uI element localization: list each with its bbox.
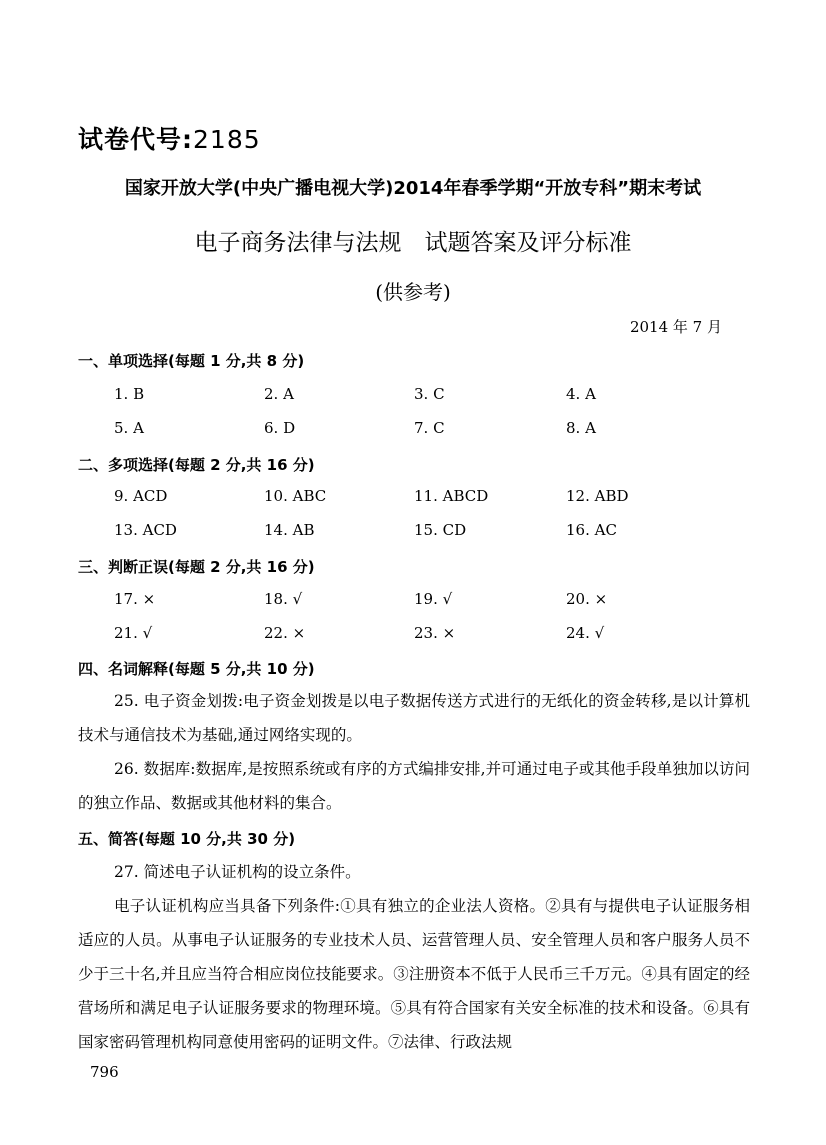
answer-item: 8. A [566,419,596,437]
answer-item: 19. √ [414,590,453,608]
answer-item: 21. √ [114,624,153,642]
term-answer-26: 26. 数据库:数据库,是按照系统或有序的方式编排安排,并可通过电子或其他手段单独加以访问的独立作品、数据或其他材料的集合。 [78,760,750,812]
paper-code [78,120,261,156]
answer-item: 1. B [114,385,145,403]
answer-item: 15. CD [414,521,467,539]
page-number: 796 [90,1063,119,1081]
answer-item: 22. × [264,624,306,642]
answer-item: 18. √ [264,590,303,608]
short-question-27: 27. 简述电子认证机构的设立条件。 [114,863,361,881]
short-answer-27: 电子认证机构应当具备下列条件:①具有独立的企业法人资格。②具有与提供电子认证服务相适应的人员。从事电子认证服务的专业技术人员、运营管理人员、安全管理人员和客户服务人员不少于三十名,并且应当符合相应岗位技能要求。③注册资本不低于人民币三千万元。④具有固定的经营场所和满足电子认证服务要求的物理环境。⑤具有符合国家有关安全标准的技术和设备。⑥具有国家密码管理机构同意使用密码的证明文件。⑦法律、行政法规 [78,897,750,1051]
answer-item: 4. A [566,385,596,403]
paper-code-separator: : [182,125,194,154]
answer-item: 23. × [414,624,456,642]
section-heading-multiple-choice: 二、多项选择(每题 2 分,共 16 分) [78,456,315,474]
answer-item: 24. √ [566,624,605,642]
answer-item: 16. AC [566,521,617,539]
reference-note: (供参考) [375,280,451,304]
exam-date: 2014 年 7 月 [629,318,722,336]
exam-title: 国家开放大学(中央广播电视大学)2014年春季学期“开放专科”期末考试 [124,178,702,199]
answer-item: 13. ACD [114,521,177,539]
section-heading-single-choice: 一、单项选择(每题 1 分,共 8 分) [78,352,305,370]
answer-item: 11. ABCD [414,487,489,505]
answer-item: 7. C [414,419,445,437]
answer-item: 10. ABC [264,487,327,505]
answer-item: 3. C [414,385,445,403]
answer-item: 17. × [114,590,156,608]
answer-item: 5. A [114,419,144,437]
answer-item: 12. ABD [566,487,629,505]
answer-item: 20. × [566,590,608,608]
section-heading-term-definitions: 四、名词解释(每题 5 分,共 10 分) [78,660,315,678]
section-heading-true-false: 三、判断正误(每题 2 分,共 16 分) [78,558,315,576]
paper-code-number: 2185 [193,125,261,154]
section-heading-short-answer: 五、简答(每题 10 分,共 30 分) [78,830,296,848]
answer-item: 6. D [264,419,296,437]
document-title: 电子商务法律与法规 试题答案及评分标准 [194,230,632,256]
answer-item: 2. A [264,385,294,403]
paper-code-label: 试卷代号 [78,125,183,154]
term-answer-25: 25. 电子资金划拨:电子资金划拨是以电子数据传送方式进行的无纸化的资金转移,是以计算机技术与通信技术为基础,通过网络实现的。 [78,692,750,744]
answer-item: 14. AB [264,521,315,539]
answer-item: 9. ACD [114,487,168,505]
